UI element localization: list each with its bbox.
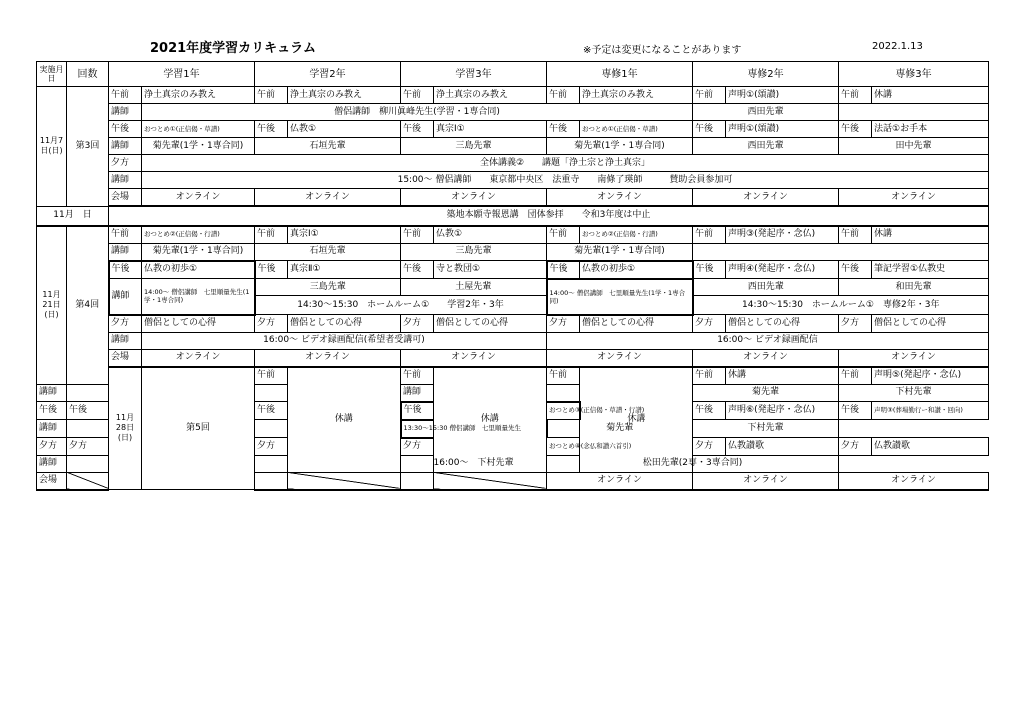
period-label: 午後: [401, 402, 434, 420]
cell: 僧侶としての心得: [580, 315, 693, 333]
table-row: [37, 261, 989, 279]
lecturer-label: 講師: [109, 332, 142, 349]
cell: 16:00～ ビデオ録画配信: [547, 332, 989, 349]
period-label: 夕方: [401, 438, 434, 456]
table-row: [37, 279, 989, 296]
curriculum-table: [36, 61, 989, 491]
cell: 菊先輩: [547, 420, 693, 438]
cell: オンライン: [255, 349, 401, 367]
header-row: [37, 62, 989, 87]
cell: 僧侶講師 柳川眞峰先生(学習・1専合同): [142, 104, 693, 121]
period-label: 午後: [67, 402, 109, 420]
header-col: 学習1年: [109, 62, 255, 87]
session-round: 第5回: [142, 367, 255, 490]
period-label: 夕方: [839, 315, 872, 333]
cell: 三島先輩: [401, 138, 547, 155]
special-date: 11月 日: [37, 206, 109, 226]
cell: 仏教の初歩①: [142, 261, 255, 279]
cell: 松田先輩(2専・3専合同): [547, 455, 839, 472]
cell: 真宗Ⅱ①: [288, 261, 401, 279]
period-label: 午前: [547, 87, 580, 104]
table-row: [37, 206, 989, 226]
table-row: [37, 189, 989, 207]
period-label: 午後: [839, 261, 872, 279]
cell: 法話①お手本: [872, 121, 989, 138]
cell: 14:00～ 僧侶講師 七里順量先生(1学・1専合同): [142, 279, 255, 315]
header-col: 専修2年: [693, 62, 839, 87]
cell: 仏教讃歌: [726, 438, 839, 456]
empty-cell: [255, 384, 288, 402]
cell: 休講: [726, 367, 839, 385]
lecturer-label: 講師: [37, 384, 67, 402]
cell: 僧侶としての心得: [142, 315, 255, 333]
lecturer-label: 講師: [109, 172, 142, 189]
header-col: 学習3年: [401, 62, 547, 87]
period-label: 午前: [255, 87, 288, 104]
cell: 仏教①: [288, 121, 401, 138]
cell: オンライン: [142, 189, 255, 207]
period-label: 夕方: [255, 315, 288, 333]
cell: おつとめ②(正信偈・行譜): [580, 226, 693, 244]
cell: 三島先輩: [255, 279, 401, 296]
header-kaisu: 回数: [67, 62, 109, 87]
period-label: 午前: [693, 226, 726, 244]
cell: 声明③(葬場勤行ー和讃・回向): [872, 402, 989, 420]
period-label: 午前: [839, 367, 872, 385]
cell: 僧侶としての心得: [434, 315, 547, 333]
cell: 菊先輩(1学・1専合同): [547, 138, 693, 155]
period-label: 午後: [109, 261, 142, 279]
session-round: 第4回: [67, 226, 109, 385]
table-row: [37, 155, 989, 172]
cell: 声明④(発起序・念仏): [726, 261, 839, 279]
period-label: 午前: [693, 367, 726, 385]
period-label: 午後: [693, 121, 726, 138]
cell: 真宗Ⅰ①: [434, 121, 547, 138]
rest-cell: 休講: [434, 367, 547, 473]
cell: 休講: [872, 87, 989, 104]
cell: 浄土真宗のみ教え: [580, 87, 693, 104]
table-row: [37, 367, 989, 385]
table-row: [37, 87, 989, 104]
cell: 石垣先輩: [255, 138, 401, 155]
cell: 14:00～ 僧侶講師 七里順量先生(1学・1専合同): [547, 279, 693, 315]
cell: オンライン: [693, 472, 839, 490]
cell: オンライン: [547, 472, 693, 490]
slash-cell: [288, 472, 401, 490]
lecturer-label: 講師: [109, 279, 142, 315]
cell: 15:00～ 僧侶講師 東京都中央区 法重寺 南條了瑛師 賛助会員参加可: [142, 172, 989, 189]
document-date: 2022.1.13: [872, 41, 923, 52]
period-label: 午前: [401, 367, 434, 385]
table-row: [37, 121, 989, 138]
cell: おつとめ②(正信偈・行譜): [142, 226, 255, 244]
cell: オンライン: [401, 349, 547, 367]
cell: 真宗Ⅰ①: [288, 226, 401, 244]
period-label: 午後: [547, 261, 580, 279]
lecturer-label: 講師: [37, 455, 67, 472]
period-label: 午後: [839, 402, 872, 420]
notice-text: ※予定は変更になることがあります: [583, 45, 742, 56]
cell: オンライン: [142, 349, 255, 367]
venue-label: 会場: [37, 472, 67, 490]
cell: [547, 384, 580, 402]
cell: 声明①(頌讃): [726, 87, 839, 104]
period-label: 午後: [401, 261, 434, 279]
cell: 声明③(発起序・念仏): [726, 226, 839, 244]
slash-cell: [434, 472, 547, 490]
cell: おつとめ④(念仏和讃六首引): [547, 438, 580, 456]
cell: 僧侶としての心得: [872, 315, 989, 333]
period-label: 午後: [839, 121, 872, 138]
period-label: 夕方: [37, 438, 67, 456]
period-label: 午前: [693, 87, 726, 104]
period-label: 夕方: [109, 315, 142, 333]
cell: [693, 243, 989, 261]
cell: 仏教讃歌: [872, 438, 989, 456]
period-label: 夕方: [547, 315, 580, 333]
cell: 休講: [872, 226, 989, 244]
lecturer-label: 講師: [401, 384, 434, 402]
page-title: 2021年度学習カリキュラム: [150, 41, 317, 56]
cell: 西田先輩: [693, 279, 839, 296]
cell: 下村先輩: [693, 420, 839, 438]
cell: オンライン: [839, 189, 989, 207]
cell: 土屋先輩: [401, 279, 547, 296]
table-row: [37, 138, 989, 155]
period-label: 午後: [255, 402, 288, 420]
cell: おつとめ①(正信偈・草譜): [142, 121, 255, 138]
period-label: 午後: [255, 121, 288, 138]
cell: 和田先輩: [839, 279, 989, 296]
period-label: 午前: [839, 226, 872, 244]
table-row: [37, 243, 989, 261]
period-label: 夕方: [109, 155, 142, 172]
cell: 16:00～ 下村先輩: [401, 455, 547, 472]
period-label: 午後: [37, 402, 67, 420]
cell: オンライン: [693, 349, 839, 367]
period-label: 午後: [255, 261, 288, 279]
period-label: 午前: [401, 226, 434, 244]
cell: [839, 104, 989, 121]
cell: 浄土真宗のみ教え: [434, 87, 547, 104]
rest-cell: 休講: [288, 367, 401, 473]
cell: 13:30～15:30 僧侶講師 七里順量先生: [401, 420, 547, 438]
cell: オンライン: [693, 189, 839, 207]
table-row: [37, 332, 989, 349]
period-label: 夕方: [401, 315, 434, 333]
empty-cell: [255, 455, 288, 472]
session-round: 第3回: [67, 87, 109, 207]
cell: 声明①(頌讃): [726, 121, 839, 138]
table-row: [37, 315, 989, 333]
cell: オンライン: [547, 349, 693, 367]
period-label: 午前: [839, 87, 872, 104]
empty-cell: [67, 455, 109, 472]
header-col: 専修3年: [839, 62, 989, 87]
period-label: 午前: [255, 226, 288, 244]
cell: 西田先輩: [693, 138, 839, 155]
period-label: 夕方: [693, 438, 726, 456]
header-col: 専修1年: [547, 62, 693, 87]
cell: オンライン: [839, 472, 989, 490]
cell: 声明⑤(発起序・念仏): [872, 367, 989, 385]
cell: 僧侶としての心得: [288, 315, 401, 333]
rest-cell: 休講: [580, 367, 693, 473]
lecturer-label: 講師: [109, 243, 142, 261]
cell: 仏教の初歩①: [580, 261, 693, 279]
header-jisshi: 実施月日: [37, 62, 67, 87]
period-label: 午前: [401, 87, 434, 104]
lecturer-label: 講師: [37, 420, 67, 438]
lecturer-label: 講師: [109, 138, 142, 155]
table-row: [37, 172, 989, 189]
period-label: 午後: [401, 121, 434, 138]
cell: 浄土真宗のみ教え: [288, 87, 401, 104]
period-label: 午前: [547, 367, 580, 385]
period-label: 午前: [547, 226, 580, 244]
period-label: 午前: [255, 367, 288, 385]
cell: 菊先輩(1学・1専合同): [142, 138, 255, 155]
session-date: 11月21日(日): [37, 226, 67, 385]
empty-cell: [401, 472, 434, 490]
venue-label: 会場: [109, 349, 142, 367]
cell: 三島先輩: [401, 243, 547, 261]
cell: おつとめ③(正信偈・草譜・行譜): [547, 402, 580, 420]
empty-cell: [255, 472, 288, 490]
venue-label: 会場: [109, 189, 142, 207]
session-date: 11月7日(日): [37, 87, 67, 207]
cell: オンライン: [839, 349, 989, 367]
period-label: 午後: [693, 402, 726, 420]
table-row: [37, 226, 989, 244]
empty-cell: [67, 420, 109, 438]
cell: 全体講義② 講題「浄土宗と浄土真宗」: [142, 155, 989, 172]
empty-cell: [255, 420, 288, 438]
special-event: 築地本願寺報恩講 団体参拝 令和3年度は中止: [109, 206, 989, 226]
cell: 寺と教団①: [434, 261, 547, 279]
period-label: 夕方: [839, 438, 872, 456]
cell: オンライン: [401, 189, 547, 207]
cell: 菊先輩: [693, 384, 839, 402]
cell: 田中先輩: [839, 138, 989, 155]
table-row: [37, 104, 989, 121]
slash-cell: [67, 472, 109, 490]
period-label: 夕方: [693, 315, 726, 333]
period-label: 午後: [547, 121, 580, 138]
cell: 16:00～ ビデオ録画配信(希望者受講可): [142, 332, 547, 349]
session-date: 11月28日(日): [109, 367, 142, 490]
cell: 菊先輩(1学・1専合同): [142, 243, 255, 261]
period-label: 午前: [109, 87, 142, 104]
header-col: 学習2年: [255, 62, 401, 87]
period-label: 午前: [109, 226, 142, 244]
cell: 浄土真宗のみ教え: [142, 87, 255, 104]
period-label: 夕方: [67, 438, 109, 456]
period-label: 午後: [109, 121, 142, 138]
cell: オンライン: [547, 189, 693, 207]
period-label: 午後: [693, 261, 726, 279]
cell: おつとめ①(正信偈・草譜): [580, 121, 693, 138]
homeroom-left: 14:30～15:30 ホームルーム① 学習2年・3年: [255, 296, 547, 315]
period-label: 夕方: [255, 438, 288, 456]
table-row: [37, 349, 989, 367]
cell: 仏教①: [434, 226, 547, 244]
cell: 菊先輩(1学・1専合同): [547, 243, 693, 261]
cell: 西田先輩: [693, 104, 839, 121]
cell: 石垣先輩: [255, 243, 401, 261]
empty-cell: [67, 384, 109, 402]
cell: 下村先輩: [839, 384, 989, 402]
cell: 僧侶としての心得: [726, 315, 839, 333]
cell: オンライン: [255, 189, 401, 207]
cell: 筆記学習①仏教史: [872, 261, 989, 279]
cell: 声明⑥(発起序・念仏): [726, 402, 839, 420]
homeroom-right: 14:30～15:30 ホームルーム① 専修2年・3年: [693, 296, 989, 315]
lecturer-label: 講師: [109, 104, 142, 121]
